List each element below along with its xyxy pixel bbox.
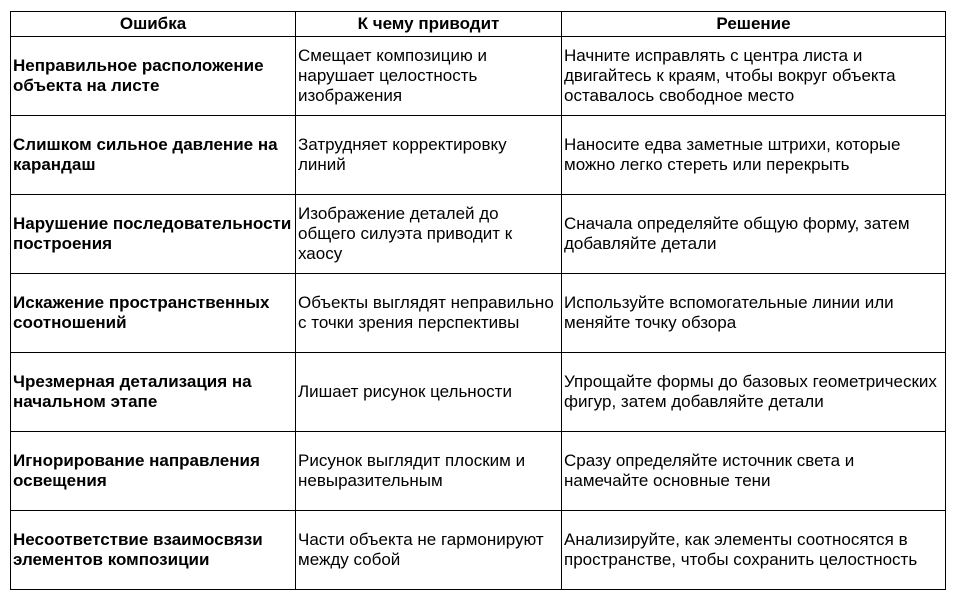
solution-cell: Начните исправлять с центра листа и двигайтесь к краям, чтобы вокруг объекта оставалось свободное место — [562, 37, 946, 116]
header-consequence: К чему приводит — [296, 12, 562, 37]
consequence-cell: Затрудняет корректировку линий — [296, 116, 562, 195]
drawing-mistakes-table — [10, 11, 946, 590]
table-row — [11, 274, 946, 353]
consequence-cell: Изображение деталей до общего силуэта приводит к хаосу — [296, 195, 562, 274]
solution-cell: Анализируйте, как элементы соотносятся в пространстве, чтобы сохранить целостность — [562, 511, 946, 590]
error-cell: Игнорирование направления освещения — [11, 432, 296, 511]
consequence-cell: Смещает композицию и нарушает целостность изображения — [296, 37, 562, 116]
header-error: Ошибка — [11, 12, 296, 37]
table-body — [11, 37, 946, 590]
solution-cell: Сначала определяйте общую форму, затем добавляйте детали — [562, 195, 946, 274]
table-row — [11, 195, 946, 274]
table-row — [11, 116, 946, 195]
error-cell: Чрезмерная детализация на начальном этапе — [11, 353, 296, 432]
solution-cell: Используйте вспомогательные линии или меняйте точку обзора — [562, 274, 946, 353]
table-row — [11, 432, 946, 511]
error-cell: Нарушение последовательности построения — [11, 195, 296, 274]
solution-cell: Упрощайте формы до базовых геометрических фигур, затем добавляйте детали — [562, 353, 946, 432]
table-row — [11, 37, 946, 116]
error-cell: Искажение пространственных соотношений — [11, 274, 296, 353]
table-row — [11, 511, 946, 590]
error-cell: Несоответствие взаимосвязи элементов композиции — [11, 511, 296, 590]
consequence-cell: Лишает рисунок цельности — [296, 353, 562, 432]
solution-cell: Наносите едва заметные штрихи, которые можно легко стереть или перекрыть — [562, 116, 946, 195]
consequence-cell: Части объекта не гармонируют между собой — [296, 511, 562, 590]
error-cell: Неправильное расположение объекта на листе — [11, 37, 296, 116]
table-header — [11, 12, 946, 37]
consequence-cell: Объекты выглядят неправильно с точки зрения перспективы — [296, 274, 562, 353]
solution-cell: Сразу определяйте источник света и намечайте основные тени — [562, 432, 946, 511]
header-row — [11, 12, 946, 37]
table-row — [11, 353, 946, 432]
header-solution: Решение — [562, 12, 946, 37]
consequence-cell: Рисунок выглядит плоским и невыразительным — [296, 432, 562, 511]
error-cell: Слишком сильное давление на карандаш — [11, 116, 296, 195]
